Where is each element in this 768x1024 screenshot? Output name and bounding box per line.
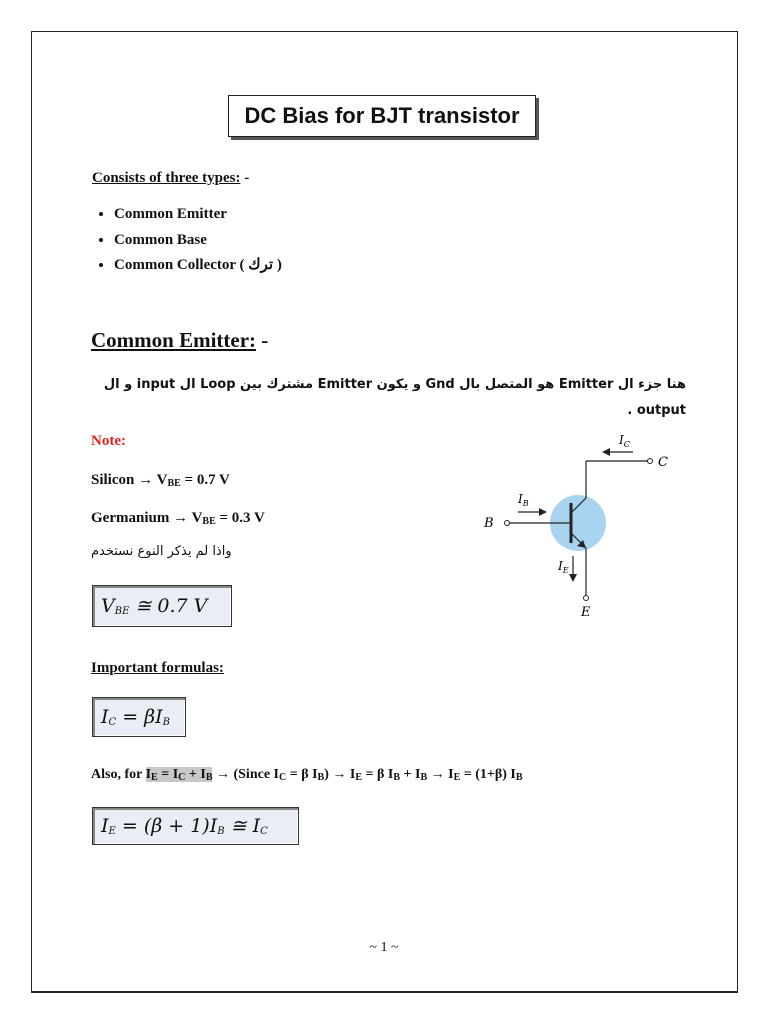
highlighted-formula: $I_E = I_C + I_B$ xyxy=(145,767,213,783)
note-label: Note: xyxy=(91,433,126,449)
consists-heading: Consists of three types: - xyxy=(92,170,250,186)
formula-text: $I_C = \beta I_B$ xyxy=(101,706,171,728)
collector-terminal xyxy=(648,459,653,464)
derivation-text: → (Since $I_C = \beta$ $I_B) \to I_E = \beta$ $I_B + I_B \to I_E = (1+\beta)$ $I_B$ xyxy=(212,767,523,783)
list-item: • Common Collector ( ترك ) xyxy=(114,253,282,279)
silicon-line: Silicon → $V_{BE} = 0.7$ V xyxy=(91,472,230,489)
ib-arrow-head xyxy=(539,508,547,516)
formula-text: $V_{BE}$ ≅ 0.7 V xyxy=(101,595,208,617)
page-title: DC Bias for BJT transistor xyxy=(228,95,536,137)
also-line: Also, for $I_E = I_C + I_B$ → (Since $I_C = \beta$ $I_B) \to I_E = \beta$ $I_B + I_B \to I_E = (1+\beta)$ $I_B$ xyxy=(91,767,523,783)
b-label: B xyxy=(484,516,494,531)
ib-label: $I_B$ xyxy=(518,492,529,508)
page-number: ~ 1 ~ xyxy=(369,940,399,955)
transistor-diagram xyxy=(478,428,678,628)
formula-ie xyxy=(92,807,299,845)
list-item: • Common Emitter xyxy=(114,202,282,228)
formula-vbe xyxy=(92,585,232,627)
arabic-paragraph: هنا جزء ال Emitter هو المتصل بال Gnd و يكون Emitter مشترك بين Loop ال input و ال output . xyxy=(103,377,686,418)
ie-label: $I_E$ xyxy=(558,559,569,575)
base-terminal xyxy=(505,521,510,526)
formula-ic xyxy=(92,697,186,737)
ie-arrow-head xyxy=(569,574,577,582)
emitter-terminal xyxy=(584,596,589,601)
c-label: C xyxy=(658,455,668,470)
formula-text: $I_E = (\beta + 1)I_B$ ≅ $I_C$ xyxy=(101,815,268,837)
arabic-line: واذا لم يذكر النوع نستخدم xyxy=(91,544,232,559)
germanium-line: Germanium → $V_{BE} = 0.3$ V xyxy=(91,510,265,527)
ic-arrow-head xyxy=(602,448,610,456)
ic-label: $I_C$ xyxy=(619,433,630,449)
important-heading: Important formulas: xyxy=(91,660,224,676)
section-heading: Common Emitter: - xyxy=(91,328,269,352)
e-label: E xyxy=(581,605,591,620)
types-list xyxy=(90,202,282,279)
list-item: • Common Base xyxy=(114,228,282,254)
